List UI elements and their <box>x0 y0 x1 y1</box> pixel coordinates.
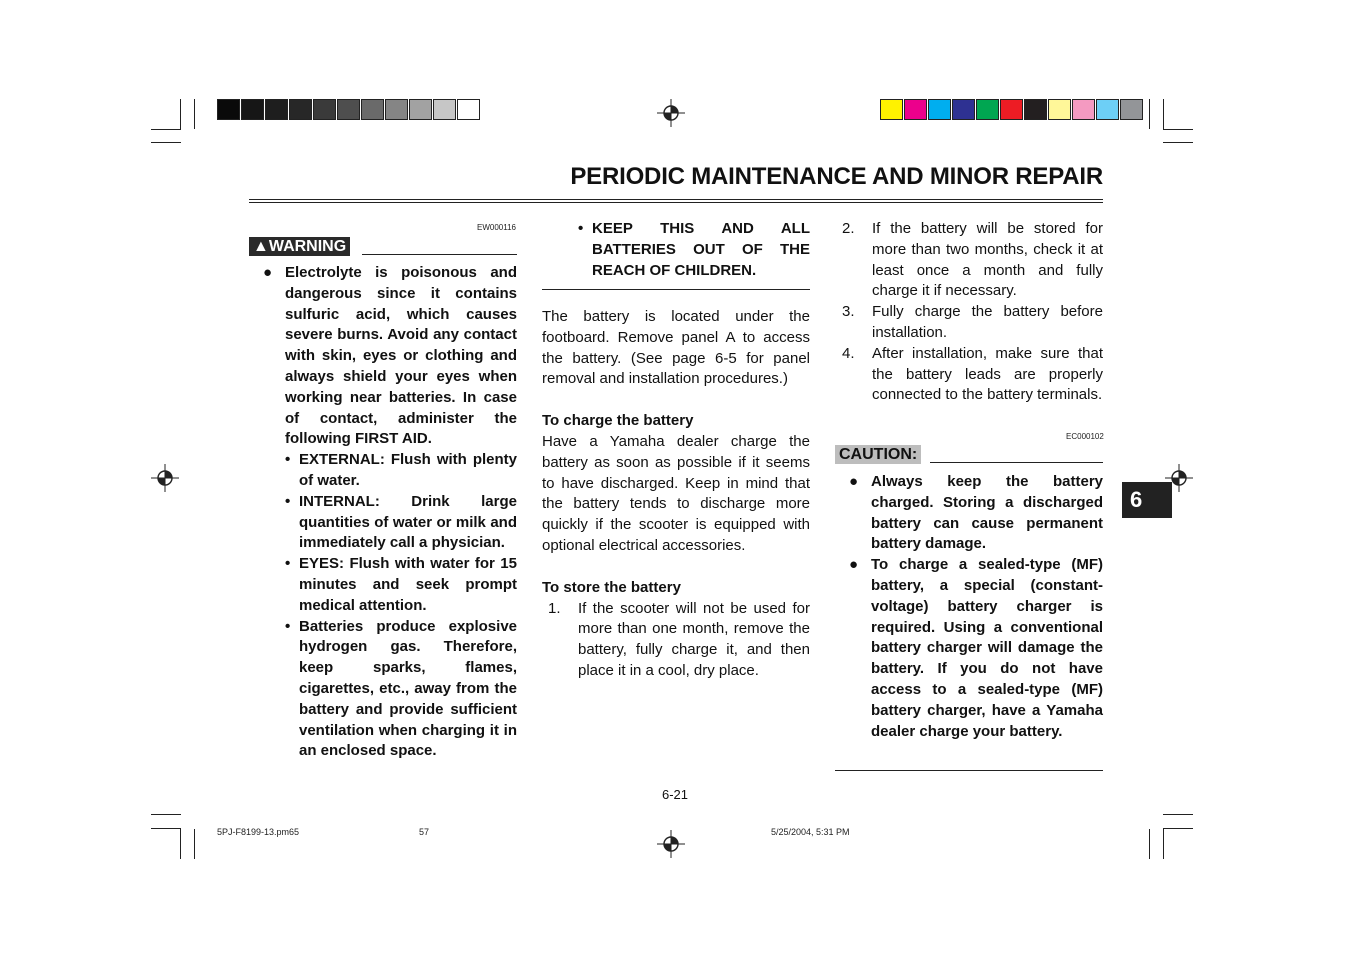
footer-file: 5PJ-F8199-13.pm65 <box>217 827 300 837</box>
color-swatch <box>457 99 480 120</box>
crop-mark <box>1163 829 1164 859</box>
bullet-icon: • <box>578 220 584 237</box>
bullet-icon: • <box>285 451 291 469</box>
color-swatch <box>880 99 903 120</box>
color-swatch <box>904 99 927 120</box>
color-swatch <box>433 99 456 120</box>
step-text: Fully charge the battery before installation. <box>872 303 1103 341</box>
crop-mark <box>180 99 181 129</box>
footer-page: 57 <box>419 827 430 837</box>
bullet-icon: ● <box>263 264 273 281</box>
gray-scale-bar <box>217 99 481 120</box>
crop-mark <box>1149 829 1150 859</box>
list-item: • Batteries produce explosive hydrogen gas. Therefore, keep sparks, flames, cigarettes, etc., away from the battery and provide sufficient ventilation when charging it in an enclosed space. <box>285 617 517 760</box>
list-item: ● To charge a sealed-type (MF) battery, a special (constant-voltage) battery charger is required. Using a conventional battery charger will damage the battery. If you do not have access to a sealed-type (MF) battery charger, have a Yamaha dealer charge your battery. <box>849 556 1103 740</box>
color-swatch <box>976 99 999 120</box>
crop-mark <box>1163 828 1193 829</box>
caution-code: EC000102 <box>1066 432 1104 441</box>
step-number: 2. <box>842 220 855 237</box>
crop-mark <box>1163 814 1193 815</box>
step-text: After installation, make sure that the battery leads are properly connected to the battery terminals. <box>872 344 1103 404</box>
warning-badge <box>249 237 350 256</box>
color-swatch <box>952 99 975 120</box>
charge-text: Have a Yamaha dealer charge the battery as soon as possible if it seems to have discharged. Keep in mind that the battery tends to discharge more quickly if the scooter is equipped with optional electrical accessories. <box>542 432 810 554</box>
crop-mark <box>194 99 195 129</box>
crop-mark <box>1163 142 1193 143</box>
registration-target-icon <box>657 830 685 858</box>
caution-badge: CAUTION: <box>835 445 921 464</box>
step-number: 3. <box>842 303 855 321</box>
page-number: 6-21 <box>661 787 689 802</box>
crop-mark <box>194 829 195 859</box>
color-swatch <box>1000 99 1023 120</box>
warning-label: WARNING <box>268 238 347 255</box>
color-calibration-bar <box>880 99 1144 120</box>
list-item: • KEEP THIS AND ALL BATTERIES OUT OF THE REACH OF CHILDREN. <box>578 220 810 279</box>
list-item <box>249 263 517 450</box>
crop-mark <box>151 814 181 815</box>
list-item <box>548 599 810 682</box>
step-number: 1. <box>548 599 561 617</box>
color-swatch <box>1024 99 1047 120</box>
list-item: ● Always keep the battery charged. Storing a discharged battery can cause permanent battery damage. <box>849 473 1103 553</box>
crop-mark <box>151 828 181 829</box>
store-heading: To store the battery <box>542 578 681 596</box>
warning-code: EW000116 <box>477 223 516 232</box>
bullet-icon: • <box>285 555 291 573</box>
color-swatch <box>313 99 336 120</box>
crop-mark <box>180 829 181 859</box>
warning-triangle-icon: ▲ <box>253 238 269 255</box>
list-item: • EXTERNAL: Flush with plenty of water. <box>285 451 517 489</box>
crop-mark <box>1163 99 1164 129</box>
crop-mark <box>1149 99 1150 129</box>
color-swatch <box>337 99 360 120</box>
crop-mark <box>1163 129 1193 130</box>
footer-date: 5/25/2004, 5:31 PM <box>771 827 850 837</box>
electrolyte-warning: Electrolyte is poisonous and dangerous since it contains sulfuric acid, which causes severe burns. Avoid any contact with skin, eyes or clothing and always shield your eyes when working near batteries. In case of contact, administer the following FIRST AID. <box>285 264 517 448</box>
caution-end-rule <box>835 770 1103 771</box>
color-swatch <box>289 99 312 120</box>
section-tab: 6 <box>1122 482 1172 518</box>
color-swatch <box>1120 99 1143 120</box>
step-text: If the battery will be stored for more than two months, check it at least once a month and fully charge it if necessary. <box>872 220 1103 300</box>
color-swatch <box>385 99 408 120</box>
color-swatch <box>409 99 432 120</box>
step-number: 4. <box>842 344 855 362</box>
page-title: PERIODIC MAINTENANCE AND MINOR REPAIR <box>570 163 1103 190</box>
list-item: • EYES: Flush with water for 15 minutes and seek prompt medical attention. <box>285 555 517 614</box>
warning-end-rule <box>542 289 810 290</box>
crop-mark <box>151 142 181 143</box>
crop-mark <box>151 129 181 130</box>
bullet-icon: • <box>285 492 291 510</box>
charge-heading: To charge the battery <box>542 412 694 430</box>
step-text: If the scooter will not be used for more than one month, remove the battery, fully charge it, and then place it in a cool, dry place. <box>578 599 810 679</box>
title-rule <box>249 199 1103 200</box>
list-item <box>842 344 1103 406</box>
list-item <box>842 302 1103 344</box>
color-swatch <box>217 99 240 120</box>
bullet-icon: ● <box>849 556 859 574</box>
color-swatch <box>928 99 951 120</box>
battery-location-text: The battery is located under the footboard. Remove panel A to access the battery. (See page 6-5 for panel removal and installation procedures.) <box>542 308 810 388</box>
caution-list <box>835 472 1103 742</box>
registration-target-icon <box>657 99 685 127</box>
left-column <box>249 263 517 762</box>
list-item <box>842 219 1103 302</box>
color-swatch <box>1072 99 1095 120</box>
color-swatch <box>1048 99 1071 120</box>
middle-column <box>542 307 810 682</box>
right-column-steps <box>842 219 1103 406</box>
color-swatch <box>1096 99 1119 120</box>
list-item: • INTERNAL: Drink large quantities of water or milk and immediately call a physician. <box>285 492 517 552</box>
color-swatch <box>265 99 288 120</box>
title-rule <box>249 202 1103 203</box>
color-swatch <box>241 99 264 120</box>
caution-rule <box>930 462 1103 463</box>
color-swatch <box>361 99 384 120</box>
bullet-icon: ● <box>849 473 859 490</box>
registration-target-icon <box>151 464 179 492</box>
first-aid-list <box>249 450 517 762</box>
bullet-icon: • <box>285 617 291 635</box>
warning-rule <box>362 254 517 255</box>
keep-out-warning <box>542 219 810 281</box>
